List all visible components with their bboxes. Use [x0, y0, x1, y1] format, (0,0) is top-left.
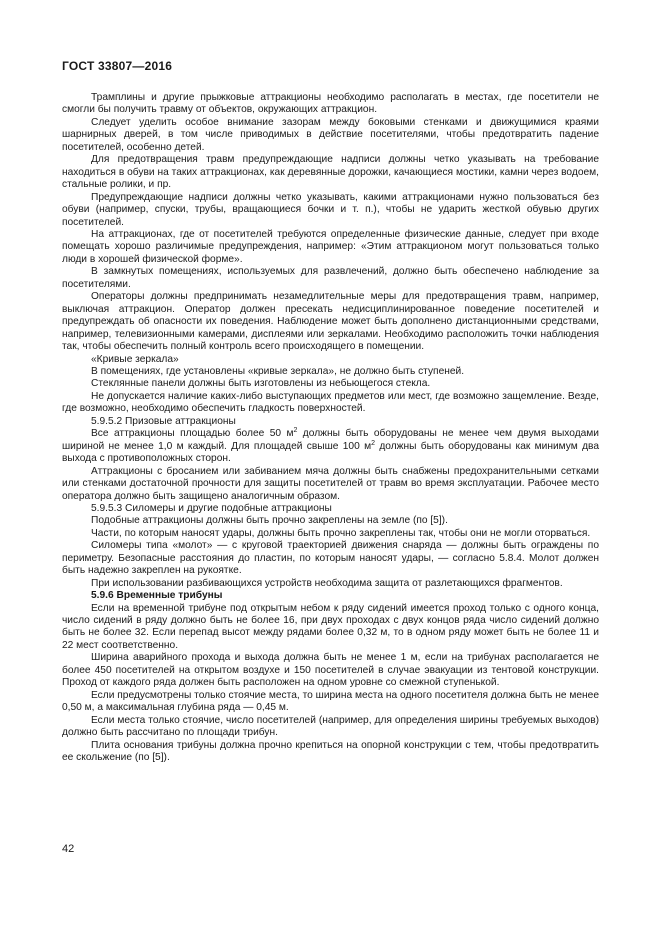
paragraph-heading: «Кривые зеркала»: [91, 353, 179, 365]
text-span: должны быть оборудованы не менее чем двумя выходами шириной не менее 1,0 м каждый. Для площадей свыше 100 м: [62, 428, 599, 452]
paragraph: Следует уделить особое внимание зазорам между боковыми стенками и движущимися краями шарнирных дверей, в том числе приводимых в действие посетителями, чтобы предотвратить падение посетителей, особенно детей.: [62, 116, 599, 153]
paragraph: В замкнутых помещениях, используемых для развлечений, должно быть обеспечено наблюдение за посетителями.: [62, 266, 599, 290]
superscript: 2: [371, 439, 375, 447]
section-heading-bold: 5.9.6 Временные трибуны: [91, 590, 223, 602]
paragraph: Не допускается наличие каких-либо выступающих предметов или мест, где возможно защемление. Везде, где возможно, необходимо обеспечить гладкость поверхностей.: [62, 390, 599, 415]
paragraph: Если на временной трибуне под открытым небом к ряду сидений имеется проход только с одного конца, число сидений в ряду должно быть не более 16, при двух проходах с двух концов ряда число сидений должно быть не более 32. Если перепад высот между рядами более 0,32 м, то в одном ряду может быть не более 11 и 22 мест соответственно.: [62, 602, 599, 651]
page-number: 42: [62, 843, 75, 855]
paragraph: Если места только стоячие, число посетителей (например, для определения ширины требуемых выходов) должно быть рассчитано по площади трибун.: [62, 714, 599, 739]
paragraph: Предупреждающие надписи должны четко указывать, какими аттракционами нужно пользоваться без обуви (например, спуски, трубы, вращающиеся бочки и т. п.), чтобы не ударить жесткой обувью других посетителей.: [62, 191, 599, 228]
paragraph: Если предусмотрены только стоячие места, то ширина места на одного посетителя должна быть не менее 0,50 м, а максимальная глубина ряда — 0,45 м.: [62, 689, 599, 714]
paragraph: При использовании разбивающихся устройств необходима защита от разлетающихся фрагментов.: [91, 577, 563, 589]
paragraph: [62, 428, 599, 465]
paragraph: Операторы должны предпринимать незамедлительные меры для предотвращения травм, например, выключая аттракцион. Оператор должен пресекать недисциплинированное поведение посетителей и предупреждать об опасности их поведения. Наблюдение может быть дополнено дистанционными средствами, например, телевизионными камерами, дисплеями или зеркалами. Необходимо расположить точки наблюдения так, чтобы обеспечить полный контроль всего происходящего в помещении.: [62, 291, 599, 353]
paragraph: Стеклянные панели должны быть изготовлены из небьющегося стекла.: [91, 378, 431, 390]
standard-header: ГОСТ 33807—2016: [62, 59, 173, 73]
superscript: 2: [293, 427, 298, 435]
paragraph: Силомеры типа «молот» — с круговой траекторией движения снаряда — должны быть ограждены по периметру. Безопасные расстояния до пластин, по которым наносят удары, — согласно 5.8.4. Молот должен быть надежно закреплен на рукоятке.: [62, 540, 599, 577]
paragraph: Части, по которым наносят удары, должны быть прочно закреплены так, чтобы они не могли оторваться.: [91, 527, 591, 539]
paragraph: На аттракционах, где от посетителей требуются определенные физические данные, следует при входе помещать хорошо различимые предупреждения, например: «Этим аттракционом могут пользоваться только люди в хорошей физической форме».: [62, 228, 599, 265]
paragraph: В помещениях, где установлены «кривые зеркала», не должно быть ступеней.: [91, 365, 465, 377]
paragraph: Аттракционы с бросанием или забиванием мяча должны быть снабжены предохранительными сетками или стенками достаточной прочности для защиты посетителей от травм во время эксплуатации. Рабочее место оператора должно быть защищено аналогичным образом.: [62, 465, 599, 502]
section-heading: 5.9.5.3 Силомеры и другие подобные аттракционы: [91, 502, 332, 514]
paragraph: Для предотвращения травм предупреждающие надписи должны четко указывать на требование находиться в обуви на таких аттракционах, как деревянные дорожки, качающиеся мостики, камни через водоем, стальные ролики, и пр.: [62, 154, 599, 191]
text-span: должны быть оборудованы как минимум два выхода с противоположных сторон.: [62, 440, 599, 465]
text-span: Все аттракционы площадью более 50 м: [91, 428, 294, 440]
paragraph: Плита основания трибуны должна прочно крепиться на опорной конструкции с тем, чтобы предотвратить ее скольжение (по [5]).: [62, 739, 599, 764]
document-body: [62, 92, 599, 764]
paragraph: Ширина аварийного прохода и выхода должна быть не менее 1 м, если на трибунах располагается не более 450 посетителей на открытом воздухе и 150 посетителей в случае эвакуации из тентовой конструкции. Проход от каждого ряда должен быть расположен на одном уровне со смежной ступенькой.: [62, 652, 599, 689]
paragraph: Подобные аттракционы должны быть прочно закреплены на земле (по [5]).: [91, 515, 448, 527]
section-heading: 5.9.5.2 Призовые аттракционы: [91, 415, 236, 427]
paragraph: Трамплины и другие прыжковые аттракционы необходимо располагать в местах, где посетители не смогли бы получить травму от объектов, окружающих аттракцион.: [62, 92, 599, 116]
